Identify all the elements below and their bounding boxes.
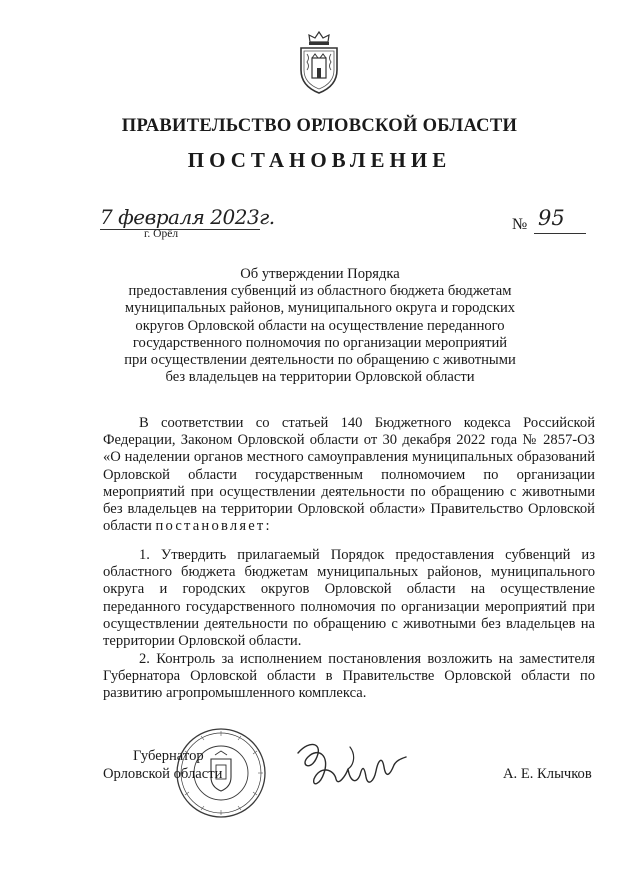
subject-line: государственного полномочия по организации мероприятий — [132, 334, 508, 351]
document-subject — [120, 266, 520, 386]
decree-word: постановляет: — [155, 518, 272, 535]
handwritten-signature-icon — [290, 735, 410, 805]
signer-position-line2: Орловской области — [103, 766, 223, 782]
handwritten-number: 95 — [538, 206, 565, 230]
basis-paragraph — [103, 415, 595, 535]
coat-of-arms-icon — [295, 30, 343, 96]
basis-text: В соответствии со статьей 140 Бюджетного кодекса Российской Федерации, Законом Орловской области от 30 декабря 2022 года № 2857-ОЗ «О наделении органов местного самоуправления муниципальных образований Орловской области государственным полномочием по организации мероприятий при осуществлении деятельности по обращению с животными без владельцев на территории Орловской области» Правительство Орловской области — [103, 415, 595, 535]
signer-position-line1: Губернатор — [133, 748, 204, 764]
organization-title: ПРАВИТЕЛЬСТВО ОРЛОВСКОЙ ОБЛАСТИ — [121, 116, 518, 136]
document-type-heading: ПОСТАНОВЛЕНИЕ — [187, 148, 452, 172]
signer-name: А. Е. Клычков — [503, 766, 592, 782]
date-underline — [100, 229, 260, 230]
subject-line: при осуществлении деятельности по обращению с животными — [124, 352, 516, 369]
number-label: № — [512, 216, 528, 233]
number-underline — [534, 233, 586, 234]
subject-line: округов Орловской области на осуществление переданного — [135, 317, 505, 334]
subject-line: муниципальных районов, муниципального округа и городских — [124, 300, 516, 317]
decision-item-1: 1. Утвердить прилагаемый Порядок предоставления субвенций из областного бюджета бюджетам муниципальных районов, муниципального округа и городских округов Орловской области на осуществление переданного государственного полномочия по организации мероприятий при осуществлении деятельности по обращению с животными без владельцев на территории Орловской области. — [103, 547, 595, 650]
city-label: г. Орёл — [144, 228, 179, 240]
decision-item-2: 2. Контроль за исполнением постановления возложить на заместителя Губернатора Орловской области в Правительстве Орловской области по развитию агропромышленного комплекса. — [103, 651, 595, 702]
handwritten-date: 7 февраля 2023г. — [100, 205, 275, 229]
subject-line: Об утверждении Порядка — [240, 266, 400, 282]
subject-line: предоставления субвенций из областного бюджета бюджетам — [128, 283, 512, 300]
subject-line: без владельцев на территории Орловской области — [165, 369, 475, 386]
